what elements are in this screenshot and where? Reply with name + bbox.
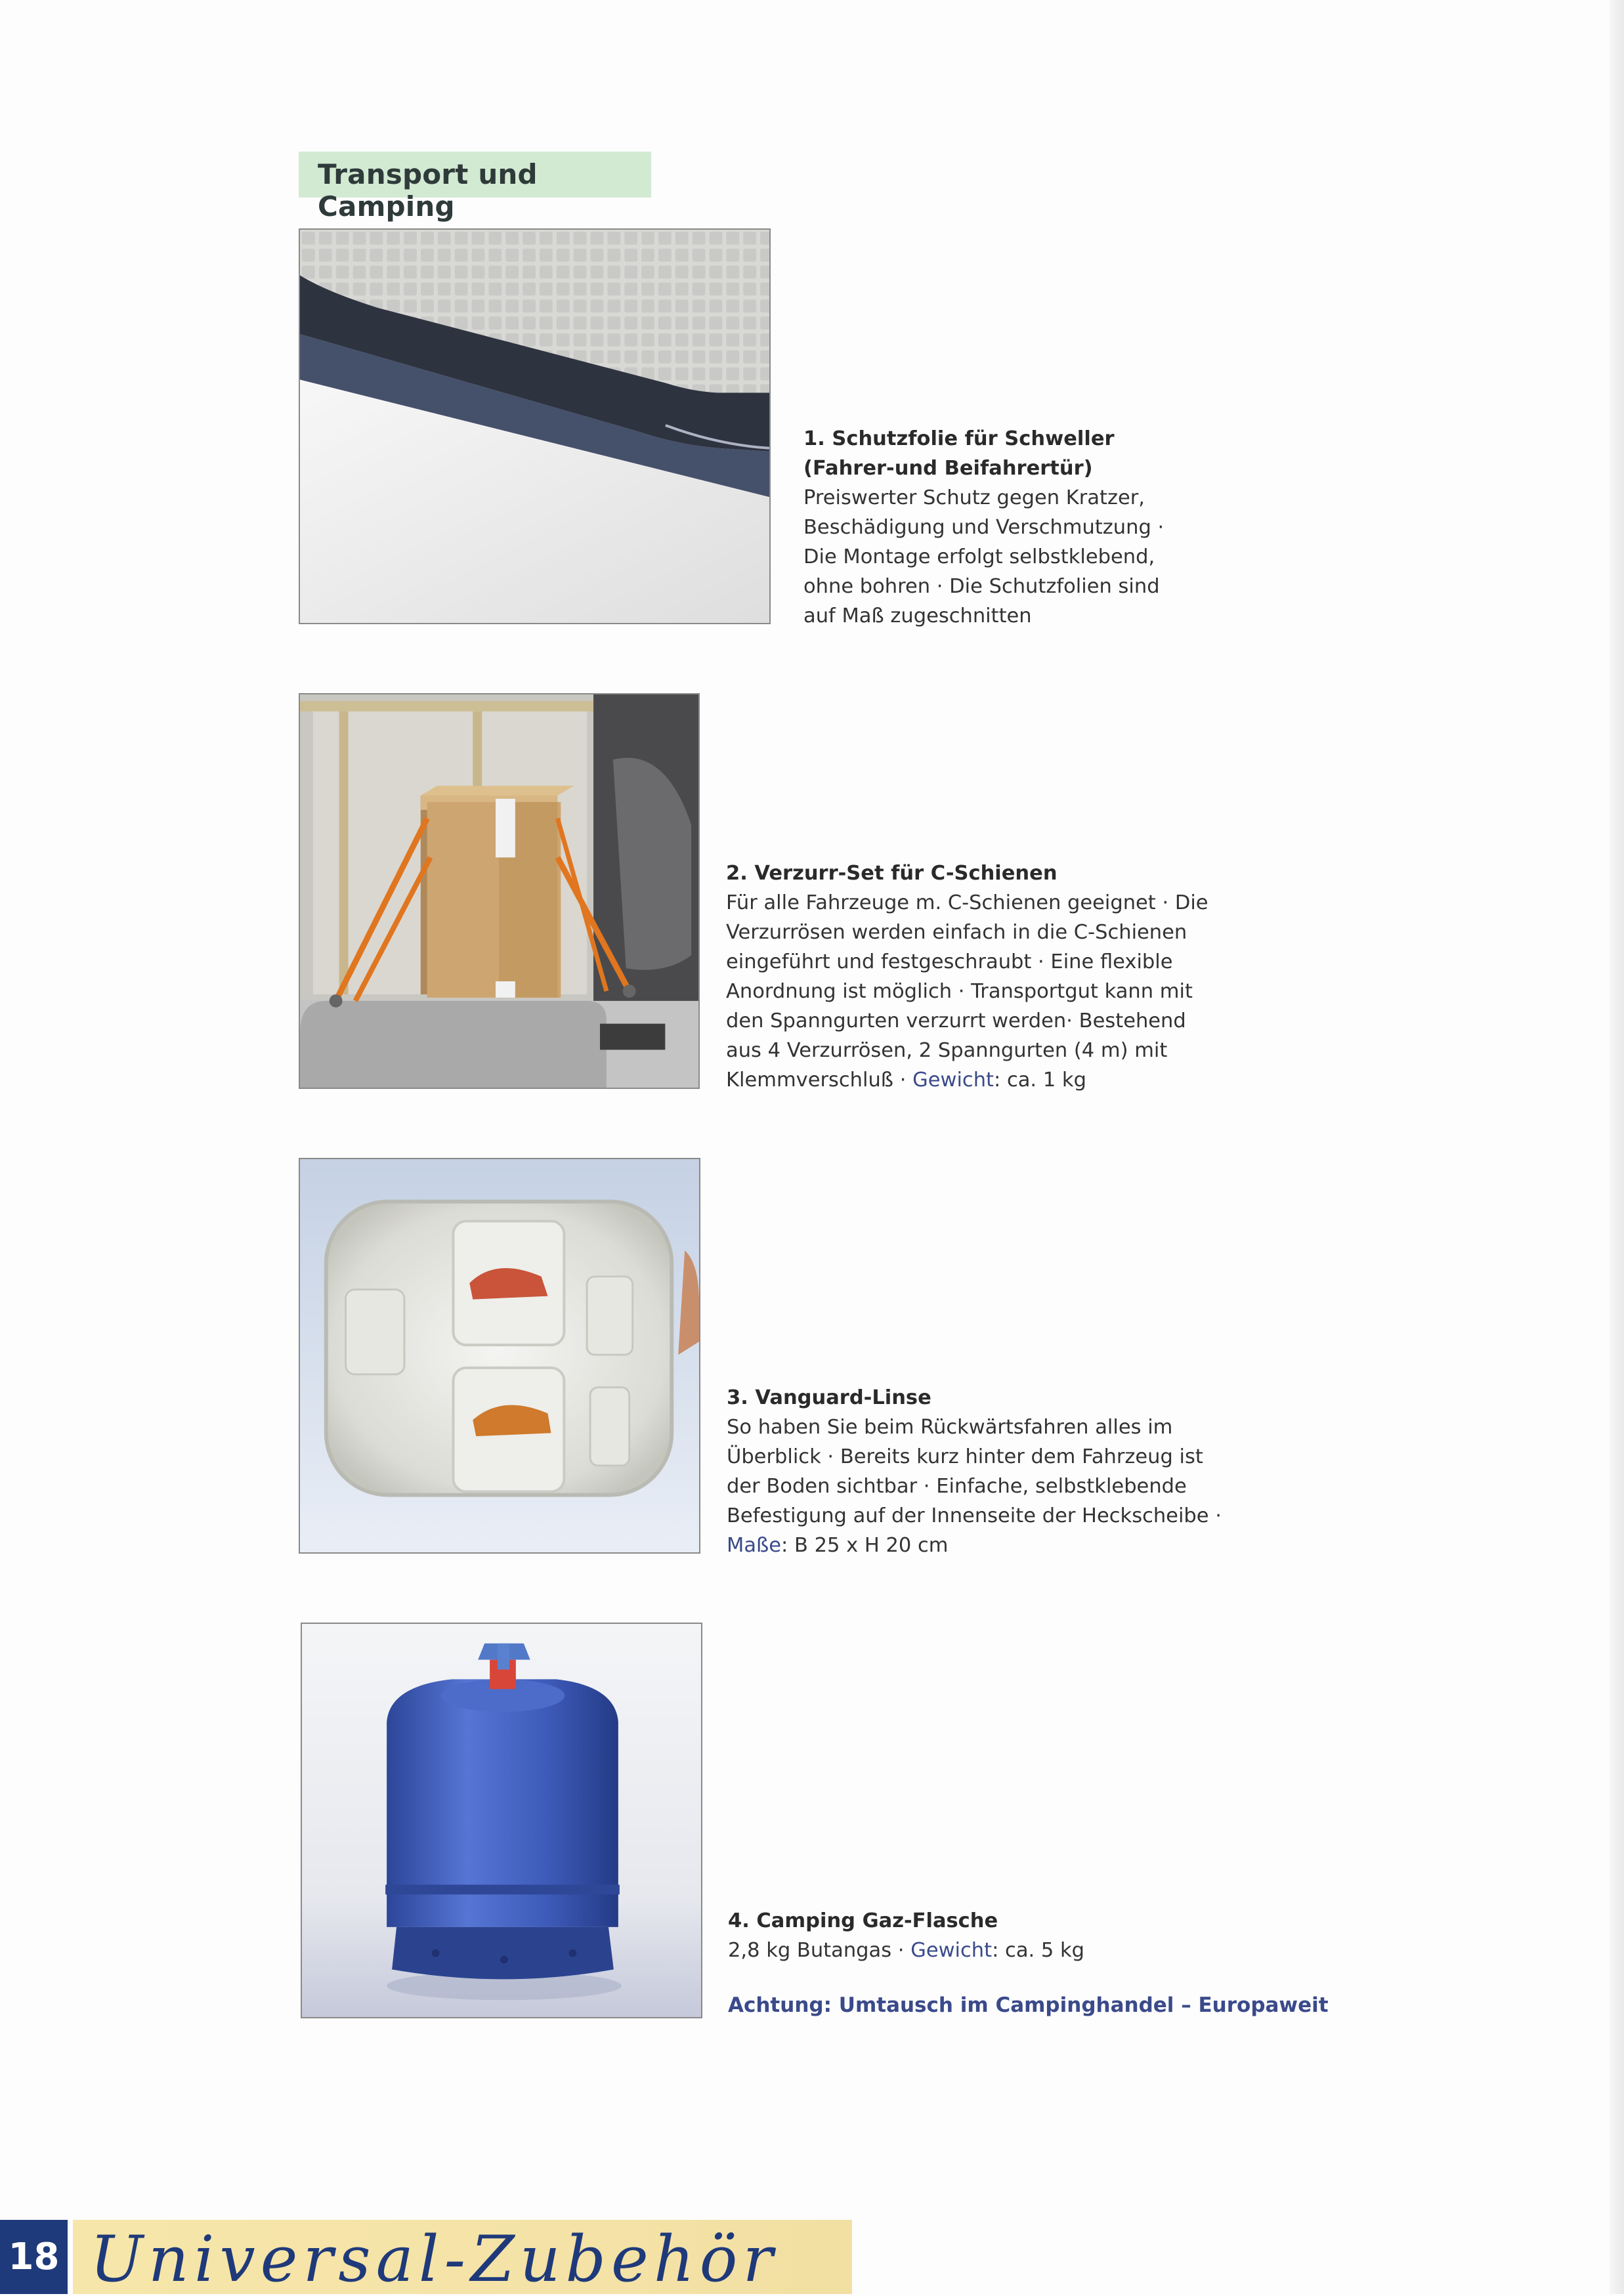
product-3-body-line: der Boden sichtbar · Einfache, selbstklebende [727, 1475, 1187, 1498]
product-2-body-line: eingeführt und festgeschraubt · Eine flexible [726, 950, 1173, 973]
product-1-body-line: Die Montage erfolgt selbstklebend, [803, 545, 1155, 568]
sill-protector-photo [299, 228, 771, 624]
product-1-title-line-2: (Fahrer-und Beifahrertür) [803, 457, 1093, 480]
product-3-body-line: So haben Sie beim Rückwärtsfahren alles im [727, 1416, 1173, 1439]
product-2-spec-value: : ca. 1 kg [994, 1069, 1086, 1092]
binding-edge [1610, 0, 1624, 2294]
product-3-body-line: Befestigung auf der Innenseite der Heckscheibe · [727, 1504, 1222, 1527]
product-1-body-line: ohne bohren · Die Schutzfolien sind [803, 575, 1160, 598]
section-title: Transport und Camping [318, 158, 538, 223]
product-2-body-line: aus 4 Verzurrösen, 2 Spanngurten (4 m) mit [726, 1039, 1168, 1062]
product-1-title-line-1: 1. Schutzfolie für Schweller [803, 427, 1115, 450]
exchange-notice: Achtung: Umtausch im Campinghandel – Europaweit [728, 1993, 1329, 2017]
product-4-title: 4. Camping Gaz-Flasche [728, 1909, 998, 1932]
product-4-spec-line [728, 1936, 1084, 1965]
product-2-body-line: den Spanngurten verzurrt werden· Bestehend [726, 1010, 1186, 1032]
product-3-spec-line [727, 1531, 1222, 1560]
product-3-body-line: Überblick · Bereits kurz hinter dem Fahrzeug ist [727, 1445, 1203, 1468]
product-3-spec-value: : B 25 x H 20 cm [780, 1534, 949, 1557]
product-2-body-line: Verzurrösen werden einfach in die C-Schienen [726, 921, 1187, 944]
footer-banner [73, 2220, 852, 2294]
lashing-set-photo [299, 693, 700, 1089]
gas-bottle-photo [301, 1623, 702, 2018]
product-4-description [728, 1906, 1084, 1965]
product-4-spec-label: Gewicht [910, 1939, 993, 1962]
product-2-spec-line [726, 1065, 1208, 1095]
product-2-body-line: Für alle Fahrzeuge m. C-Schienen geeignet · Die [726, 891, 1208, 914]
product-1-body-line: Beschädigung und Verschmutzung · [803, 516, 1165, 539]
section-header [299, 152, 651, 223]
footer-title: Universal-Zubehör [90, 2222, 779, 2296]
product-4-spec-value: : ca. 5 kg [992, 1939, 1085, 1962]
product-1-description [803, 424, 1164, 631]
vanguard-lens-photo [299, 1158, 700, 1554]
product-3-description [727, 1383, 1222, 1560]
product-4-spec-prefix: 2,8 kg Butangas · [728, 1939, 911, 1962]
product-2-body-line: Anordnung ist möglich · Transportgut kann mit [726, 980, 1193, 1003]
product-1-body-line: auf Maß zugeschnitten [803, 605, 1032, 627]
product-2-title: 2. Verzurr-Set für C-Schienen [726, 862, 1058, 885]
product-2-spec-prefix: Klemmverschluß · [726, 1069, 913, 1092]
page-number: 18 [0, 2220, 68, 2294]
product-3-spec-label: Maße [727, 1534, 781, 1557]
product-2-description [726, 859, 1208, 1095]
product-2-spec-label: Gewicht [912, 1069, 994, 1092]
product-1-body-line: Preiswerter Schutz gegen Kratzer, [803, 486, 1145, 509]
product-3-title: 3. Vanguard-Linse [727, 1386, 931, 1409]
